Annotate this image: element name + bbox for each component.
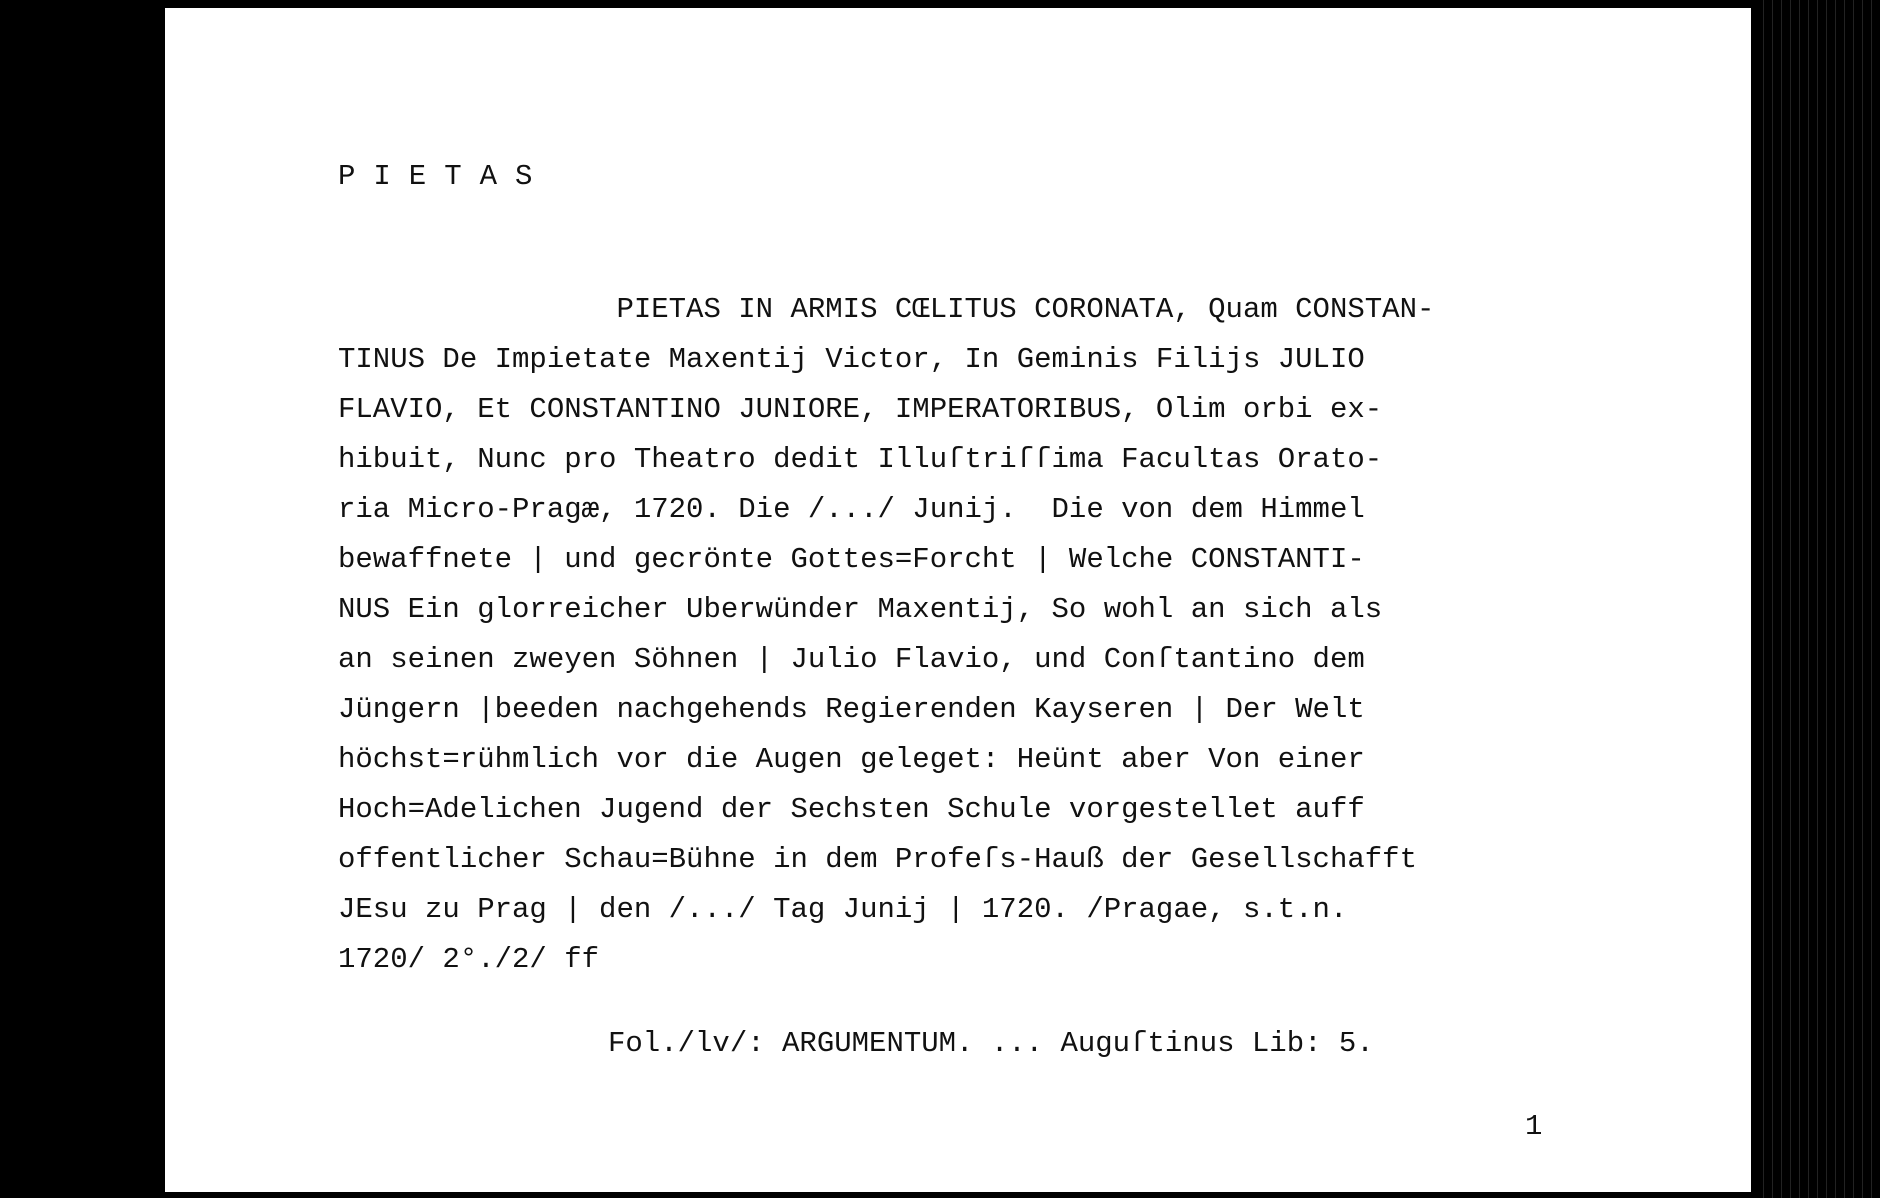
entry-line: bewaffnete | und gecrönte Gottes=Forcht | Welche CONSTANTI- — [338, 543, 1365, 576]
entry-line: an seinen zweyen Söhnen | Julio Flavio, und Conſtantino dem — [338, 643, 1365, 676]
entry-line: offentlicher Schau=Bühne in dem Profeſs-Hauß der Gesellschafft — [338, 843, 1417, 876]
entry-line: ria Micro-Pragæ, 1720. Die /.../ Junij. Die von dem Himmel — [338, 493, 1365, 526]
entry-line: NUS Ein glorreicher Uberwünder Maxentij, So wohl an sich als — [338, 593, 1383, 626]
entry-line: TINUS De Impietate Maxentij Victor, In Geminis Filijs JULIO — [338, 343, 1365, 376]
entry-line: PIETAS IN ARMIS CŒLITUS CORONATA, Quam CONSTAN- — [338, 293, 1435, 326]
scan-edge — [1760, 0, 1880, 1198]
entry-line: Jüngern |beeden nachgehends Regierenden Kayseren | Der Welt — [338, 693, 1365, 726]
entry-line: höchst=rühmlich vor die Augen geleget: Heünt aber Von einer — [338, 743, 1365, 776]
catalog-card — [165, 8, 1751, 1192]
entry-line: Hoch=Adelichen Jugend der Sechsten Schule vorgestellet auff — [338, 793, 1365, 826]
card-number: 1 — [1525, 1110, 1543, 1143]
entry-line: FLAVIO, Et CONSTANTINO JUNIORE, IMPERATORIBUS, Olim orbi ex- — [338, 393, 1383, 426]
card-heading: PIETAS — [338, 160, 551, 193]
entry-line: JEsu zu Prag | den /.../ Tag Junij | 1720. /Pragae, s.t.n. — [338, 893, 1348, 926]
folio-note: Fol./lv/: ARGUMENTUM. ... Auguſtinus Lib: 5. — [608, 1027, 1374, 1060]
entry-line: hibuit, Nunc pro Theatro dedit Illuſtriſſima Facultas Orato- — [338, 443, 1383, 476]
entry-line: 1720/ 2°./2/ ff — [338, 943, 600, 976]
bibliographic-entry — [338, 285, 1698, 985]
